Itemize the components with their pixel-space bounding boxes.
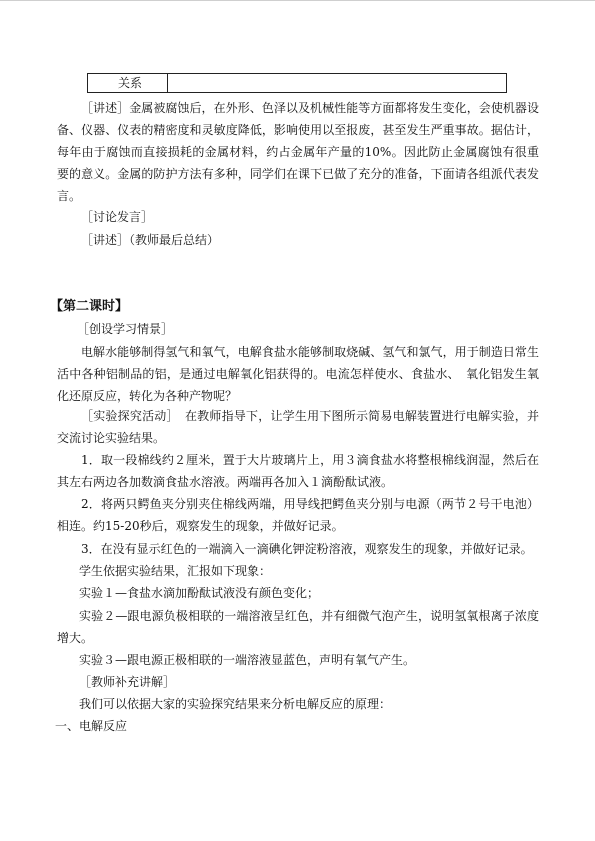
relation-table-row (87, 73, 507, 93)
student-report-intro: 学生依据实验结果，汇报如下现象： (79, 564, 272, 578)
teacher-supplement-label: ［教师补充讲解］ (79, 675, 176, 689)
discussion-label: ［讨论发言］ (81, 210, 154, 224)
lecture-paragraph-corrosion: ［讲述］金属被腐蚀后，在外形、色泽以及机械性能等方面都将发生变化，会使机器设备、仪器、仪表的精密度和灵敏度降低，影响使用以至报废，甚至发生严重事故。据估计，每年由于腐蚀而直接损耗的金属材料，约占金属年产量的10%。因此防止金属腐蚀有很重要的意义。金属的防护方法有多种，同学们在课下已做了充分的准备，下面请各组派代表发言。 (57, 101, 539, 203)
page-top-border (0, 0, 595, 1)
table-label-cell: 关系 (88, 74, 168, 92)
analysis-paragraph: 我们可以依据大家的实验探究结果来分析电解反应的原理： (79, 697, 392, 711)
scenario-label: ［创设学习情景］ (77, 322, 174, 336)
experiment-step-2: 2．将两只鳄鱼夹分别夹住棉线两端，用导线把鳄鱼夹分别与电源（两节２号干电池）相连。约15-20秒后，观察发生的现象，并做好记录。 (57, 497, 539, 533)
lecture-summary-label: ［讲述］（教师最后总结） (81, 233, 220, 247)
second-lesson-heading: 【第二课时】 (50, 299, 129, 314)
experiment-activity-paragraph: ［实验探究活动］ 在教师指导下，让学生用下图所示简易电解装置进行电解实验，并交流讨论实验结果。 (57, 409, 539, 445)
experiment-result-3: 实验３—跟电源正极相联的一端溶液显蓝色，声明有氧气产生。 (79, 653, 416, 667)
electrolysis-subheading: 一、电解反应 (55, 719, 128, 733)
experiment-result-1: 实验１—食盐水滴加酚酞试液没有颜色变化； (79, 586, 320, 600)
experiment-step-3: 3．在没有显示红色的一端滴入一滴碘化钾淀粉溶液，观察发生的现象，并做好记录。 (81, 542, 533, 556)
experiment-step-1: 1．取一段棉线约２厘米，置于大片玻璃片上，用３滴食盐水将整根棉线润湿，然后在其左右两边各加数滴食盐水溶液。两端再各加入１滴酚酞试液。 (57, 453, 539, 489)
experiment-result-2: 实验２—跟电源负极相联的一端溶液呈红色，并有细微气泡产生，说明氢氧根离子浓度增大。 (57, 609, 539, 645)
intro-paragraph: 电解水能够制得氢气和氧气，电解食盐水能够制取烧碱、氢气和氯气，用于制造日常生活中各种铝制品的铝，是通过电解氧化铝获得的。电流怎样使水、食盐水、 氧化铝发生氧化还原反应，转化为各种产物呢？ (57, 345, 539, 403)
table-value-cell (168, 74, 506, 92)
